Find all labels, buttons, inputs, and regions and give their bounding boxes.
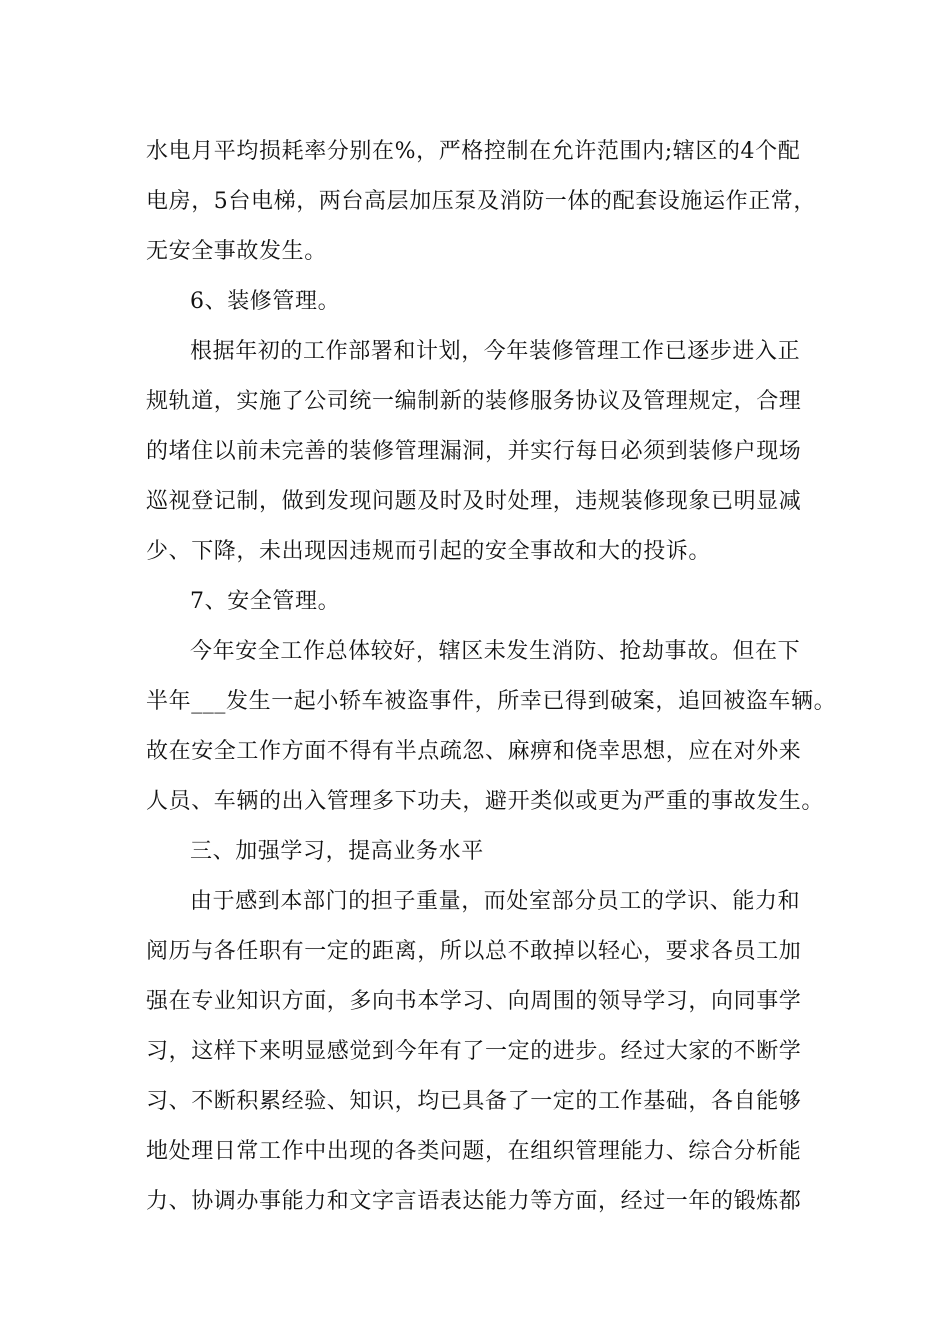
text-line: 强在专业知识方面，多向书本学习、向周围的领导学习，向同事学 [146, 989, 802, 1014]
text-line: 由于感到本部门的担子重量，而处室部分员工的学识、能力和 [190, 889, 801, 914]
text-line: 规轨道，实施了公司统一编制新的装修服务协议及管理规定，合理 [146, 389, 802, 414]
section-heading: 6、装修管理。 [190, 289, 341, 314]
text-line: 故在安全工作方面不得有半点疏忽、麻痹和侥幸思想，应在对外来 [146, 739, 802, 764]
text-line: 地处理日常工作中出现的各类问题，在组织管理能力、综合分析能 [146, 1139, 802, 1164]
text-line: 习、不断积累经验、知识，均已具备了一定的工作基础，各自能够 [146, 1089, 802, 1114]
text-line: 无安全事故发生。 [146, 239, 327, 264]
text-line: 少、下降，未出现因违规而引起的安全事故和大的投诉。 [146, 539, 712, 564]
text-line: 巡视登记制，做到发现问题及时及时处理，违规装修现象已明显减 [146, 489, 802, 514]
text-line: 根据年初的工作部署和计划，今年装修管理工作已逐步进入正 [190, 339, 801, 364]
text-line: 的堵住以前未完善的装修管理漏洞，并实行每日必须到装修户现场 [146, 439, 802, 464]
text-line: 水电月平均损耗率分别在%，严格控制在允许范围内;辖区的4个配 [146, 139, 801, 164]
text-line: 力、协调办事能力和文字言语表达能力等方面，经过一年的锻炼都 [146, 1189, 802, 1214]
text-line: 阅历与各任职有一定的距离，所以总不敢掉以轻心，要求各员工加 [146, 939, 802, 964]
text-line: 习，这样下来明显感觉到今年有了一定的进步。经过大家的不断学 [146, 1039, 802, 1064]
section-heading: 三、加强学习，提高业务水平 [190, 839, 484, 864]
section-heading: 7、安全管理。 [190, 589, 341, 614]
text-line: 半年___发生一起小轿车被盗事件，所幸已得到破案，追回被盗车辆。 [146, 689, 837, 714]
text-line: 电房，5台电梯，两台高层加压泵及消防一体的配套设施运作正常， [146, 189, 816, 214]
text-line: 今年安全工作总体较好，辖区未发生消防、抢劫事故。但在下 [190, 639, 801, 664]
text-line: 人员、车辆的出入管理多下功夫，避开类似或更为严重的事故发生。 [146, 789, 825, 814]
